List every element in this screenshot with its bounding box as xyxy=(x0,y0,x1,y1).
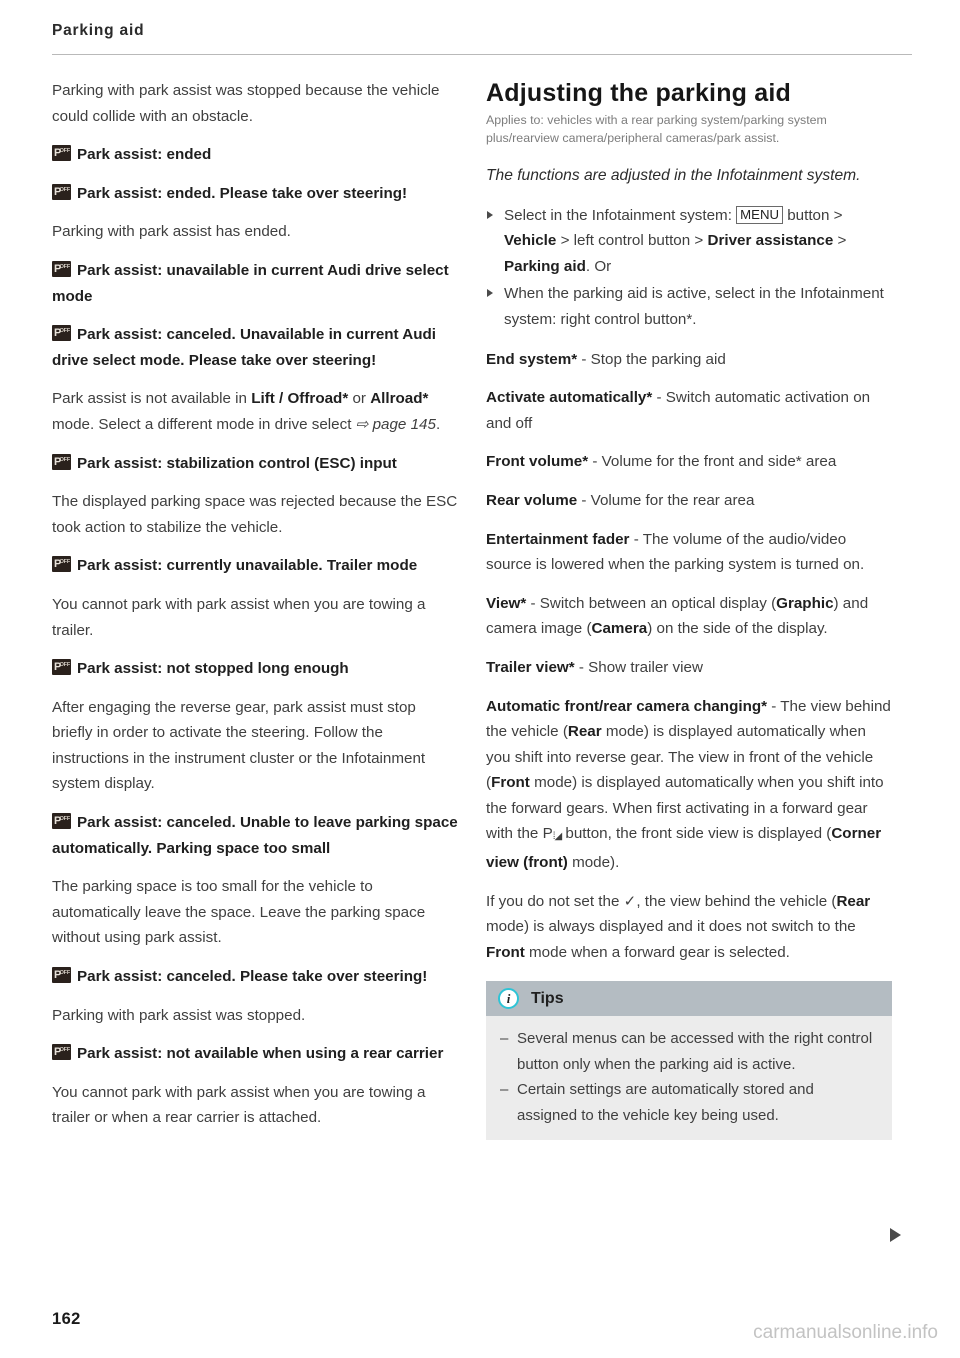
warning-message xyxy=(52,258,458,309)
emphasised-term: End system* xyxy=(486,350,578,368)
tip-item: – Several menus can be accessed with the right control button only when the parking aid is active. xyxy=(500,1026,878,1077)
action-bullet-icon xyxy=(487,211,493,219)
menu-key-label[interactable]: MENU xyxy=(736,206,783,224)
emphasised-term: Rear xyxy=(836,892,871,910)
tip-item: – Certain settings are automatically stored and assigned to the vehicle key being used. xyxy=(500,1077,878,1128)
emphasised-term: Front xyxy=(491,774,530,792)
emphasised-term: Corner view (front) xyxy=(486,825,882,872)
body-paragraph: Park assist is not available in Lift / Offroad* or Allroad* mode. Select a different mode in drive select ⇨ page 145. xyxy=(52,390,441,433)
warning-message xyxy=(52,656,458,682)
tips-box-body xyxy=(486,1016,892,1140)
warning-message-text: Park assist: not stopped long enough xyxy=(77,660,349,678)
warning-message xyxy=(52,1041,458,1067)
setting-description: Trailer view* - Show trailer view xyxy=(486,658,703,676)
warning-message-text: Park assist: not available when using a rear carrier xyxy=(77,1045,444,1063)
body-paragraph: Parking with park assist was stopped. xyxy=(52,1006,306,1024)
applies-to-note: Applies to: vehicles with a rear parking system/parking system plus/rearview camera/peripheral cameras/park assist. xyxy=(486,113,827,145)
body-paragraph: The displayed parking space was rejected because the ESC took action to stabilize the vehicle. xyxy=(52,493,458,536)
park-assist-off-icon xyxy=(52,967,71,983)
info-icon: i xyxy=(498,988,519,1009)
setting-description: Activate automatically* - Switch automatic activation on and off xyxy=(486,389,871,432)
emphasised-term: Activate automatically* xyxy=(486,389,653,407)
tips-box-title: Tips xyxy=(531,989,564,1007)
emphasised-term: Allroad* xyxy=(370,390,429,408)
park-assist-off-icon xyxy=(52,659,71,675)
setting-description: View* - Switch between an optical display (Graphic) and camera image (Camera) on the side of the display. xyxy=(486,594,869,638)
intro-text: The functions are adjusted in the Infotainment system. xyxy=(486,167,861,184)
running-head: Parking aid xyxy=(52,22,145,39)
emphasised-term: Automatic front/rear camera changing* xyxy=(486,697,768,715)
warning-message-text: Park assist: ended. Please take over steering! xyxy=(77,184,408,202)
emphasised-term: Rear xyxy=(567,723,602,741)
body-paragraph: After engaging the reverse gear, park assist must stop briefly in order to activate the steering. Follow the instructions in the instrument cluster or the Infotainment system display. xyxy=(52,698,426,793)
action-step: Select in the Infotainment system: MENU button > Vehicle > left control button > Driver assistance > Parking aid. Or xyxy=(486,203,892,280)
page-title: Adjusting the parking aid xyxy=(486,79,792,107)
park-assist-off-icon xyxy=(52,261,71,277)
warning-message-text: Park assist: stabilization control (ESC) input xyxy=(77,454,397,472)
park-assist-off-icon xyxy=(52,325,71,341)
cross-reference[interactable]: ⇨ page 145 xyxy=(355,415,436,433)
body-paragraph: Parking with park assist has ended. xyxy=(52,223,291,241)
warning-message-text: Park assist: canceled. Unavailable in current Audi drive select mode. Please take over steering! xyxy=(52,326,437,369)
action-bullet-icon xyxy=(487,289,493,297)
spacer xyxy=(486,335,892,347)
warning-message xyxy=(52,322,458,373)
warning-message xyxy=(52,553,458,579)
emphasised-term: Parking aid xyxy=(504,257,586,275)
park-assist-off-icon xyxy=(52,145,71,161)
park-assist-off-icon xyxy=(52,1044,71,1060)
emphasised-term: Rear volume xyxy=(486,491,578,509)
warning-message xyxy=(52,451,458,477)
emphasised-term: Trailer view* xyxy=(486,658,575,676)
emphasised-term: Front volume* xyxy=(486,453,589,471)
park-assist-off-icon xyxy=(52,813,71,829)
emphasised-term: Graphic xyxy=(776,594,834,612)
park-sensor-button-icon: P⁞◢ xyxy=(542,825,562,843)
park-assist-off-icon xyxy=(52,556,71,572)
tip-dash-icon: – xyxy=(500,1030,509,1048)
setting-description: Rear volume - Volume for the rear area xyxy=(486,491,755,509)
header-divider xyxy=(52,54,912,55)
warning-message-text: Park assist: canceled. Unable to leave parking space automatically. Parking space too small xyxy=(52,814,458,857)
setting-description: End system* - Stop the parking aid xyxy=(486,350,726,368)
warning-message-text: Park assist: ended xyxy=(77,146,212,164)
setting-description: Front volume* - Volume for the front and side* area xyxy=(486,453,837,471)
action-step-list xyxy=(486,203,892,333)
right-column xyxy=(486,78,892,1140)
watermark: carmanualsonline.info xyxy=(753,1322,938,1343)
setting-description: If you do not set the ✓, the view behind the vehicle (Rear mode) is always displayed and it does not switch to the Front mode when a forward gear is selected. xyxy=(486,892,871,961)
tips-item-list xyxy=(500,1026,878,1128)
body-paragraph: Parking with park assist was stopped because the vehicle could collide with an obstacle. xyxy=(52,82,440,125)
page-number: 162 xyxy=(52,1310,81,1328)
warning-message xyxy=(52,810,458,861)
settings-description-list xyxy=(486,347,892,966)
park-assist-off-icon xyxy=(52,454,71,470)
tip-dash-icon: – xyxy=(500,1081,509,1099)
body-paragraph: You cannot park with park assist when you are towing a trailer. xyxy=(52,595,426,639)
warning-message xyxy=(52,181,458,207)
emphasised-term: Front xyxy=(486,943,525,961)
body-paragraph: The parking space is too small for the vehicle to automatically leave the space. Leave the parking space without using park assist. xyxy=(52,878,426,947)
left-column xyxy=(52,78,458,1144)
setting-description: Entertainment fader - The volume of the audio/video source is lowered when the parking system is turned on. xyxy=(486,530,865,574)
emphasised-term: Lift / Offroad* xyxy=(251,390,349,408)
emphasised-term: Vehicle xyxy=(504,232,557,250)
setting-description: Automatic front/rear camera changing* - The view behind the vehicle (Rear mode) is displayed automatically when you shift into reverse gear. The view in front of the vehicle (Front mode) is displayed automatically when you shift into the forward gears. When first activating in a forward gear with the P⁞◢ button, the front side view is displayed (Corner view (front) mode). xyxy=(486,697,891,872)
warning-message-text: Park assist: unavailable in current Audi drive select mode xyxy=(52,261,449,305)
left-column-blocks xyxy=(52,78,458,1131)
warning-message-text: Park assist: canceled. Please take over steering! xyxy=(77,968,428,986)
park-assist-off-icon xyxy=(52,184,71,200)
emphasised-term: Entertainment fader xyxy=(486,530,630,548)
tips-box xyxy=(486,981,892,1140)
warning-message xyxy=(52,964,458,990)
warning-message-text: Park assist: currently unavailable. Trailer mode xyxy=(77,557,418,575)
body-paragraph: You cannot park with park assist when you are towing a trailer or when a rear carrier is attached. xyxy=(52,1083,426,1127)
emphasised-term: Driver assistance xyxy=(707,232,834,250)
warning-message xyxy=(52,142,458,168)
action-step: When the parking aid is active, select in the Infotainment system: right control button*. xyxy=(486,281,892,332)
tips-box-header xyxy=(486,981,892,1016)
emphasised-term: View* xyxy=(486,594,527,612)
emphasised-term: Camera xyxy=(591,620,648,638)
continuation-arrow-icon xyxy=(890,1228,901,1242)
